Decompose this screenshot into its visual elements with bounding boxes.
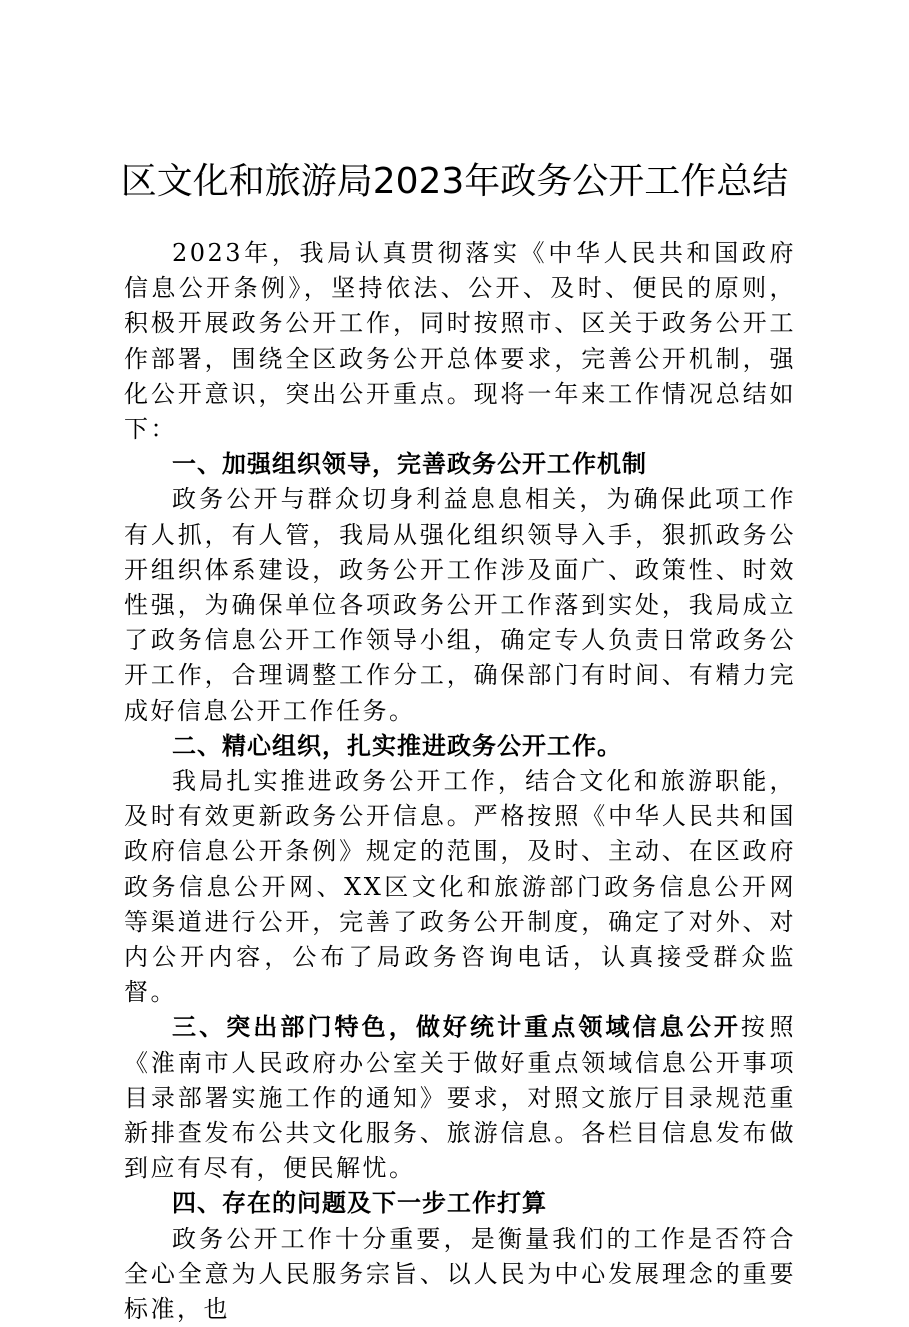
section-2-heading: 二、精心组织，扎实推进政务公开工作。 xyxy=(172,731,622,760)
document-title: 区文化和旅游局2023年政务公开工作总结 xyxy=(120,161,789,202)
section-4-paragraph: 政务公开工作十分重要，是衡量我们的工作是否符合全心全意为人民服务宗旨、以人民为中心发展理念的重要标准，也 xyxy=(124,1224,796,1324)
section-3-paragraph xyxy=(124,1010,796,1186)
intro-paragraph: 2023年，我局认真贯彻落实《中华人民共和国政府信息公开条例》，坚持依法、公开、及时、便民的原则，积极开展政务公开工作，同时按照市、区关于政务公开工作部署，围绕全区政务公开总体要求，完善公开机制，强化公开意识，突出公开重点。现将一年来工作情况总结如下： xyxy=(124,239,796,444)
section-3-body: 按照《淮南市人民政府办公室关于做好重点领域信息公开事项目录部署实施工作的通知》要求，对照文旅厅目录规范重新排查发布公共文化服务、旅游信息。各栏目信息发布做到应有尽有，便民解忧。 xyxy=(124,1013,797,1183)
section-2-paragraph: 我局扎实推进政务公开工作，结合文化和旅游职能，及时有效更新政务公开信息。严格按照《中华人民共和国政府信息公开条例》规定的范围，及时、主动、在区政府政务信息公开网、XX区文化和旅游部门政务信息公开网等渠道进行公开，完善了政务公开制度，确定了对外、对内公开内容，公布了局政务咨询电话，认真接受群众监督。 xyxy=(124,767,796,1007)
section-1-paragraph: 政务公开与群众切身利益息息相关，为确保此项工作有人抓，有人管，我局从强化组织领导入手，狠抓政务公开组织体系建设，政务公开工作涉及面广、政策性、时效性强，为确保单位各项政务公开工作落到实处，我局成立了政务信息公开工作领导小组，确定专人负责日常政务公开工作，合理调整工作分工，确保部门有时间、有精力完成好信息公开工作任务。 xyxy=(124,485,796,725)
document-body xyxy=(124,236,796,1327)
section-4-heading: 四、存在的问题及下一步工作打算 xyxy=(172,1189,547,1218)
section-1-heading: 一、加强组织领导，完善政务公开工作机制 xyxy=(172,450,647,479)
section-3-heading: 三、突出部门特色，做好统计重点领域信息公开 xyxy=(172,1013,741,1042)
